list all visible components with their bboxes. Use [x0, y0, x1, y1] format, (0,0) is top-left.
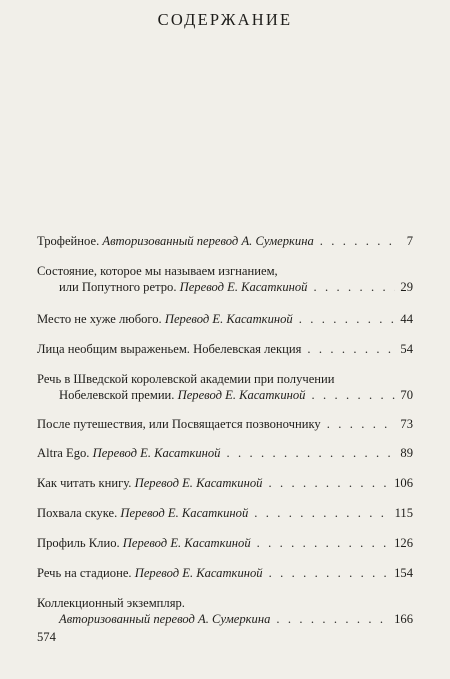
entry-title: Как читать книгу. [37, 476, 132, 490]
toc-entry [37, 505, 413, 521]
entry-title-continued: или Попутного ретро. [59, 280, 177, 294]
leader-dots [313, 279, 395, 295]
entry-page-number: 29 [400, 280, 413, 294]
leader-dots [226, 445, 395, 461]
entry-title: Речь в Шведской королевской академии при получении [37, 372, 335, 386]
entry-title: Коллекционный экземпляр. [37, 596, 185, 610]
entry-translator: Перевод Е. Касаткиной [92, 446, 221, 460]
entry-page-number: 44 [400, 312, 413, 326]
leader-dots [299, 311, 395, 327]
toc-entry [37, 565, 413, 581]
toc-entry [37, 445, 413, 461]
entry-translator: Перевод Е. Касаткиной [120, 506, 249, 520]
entry-title: Состояние, которое мы называем изгнанием, [37, 264, 278, 278]
table-of-contents [37, 233, 413, 627]
entry-title: После путешествия, или Посвящается позвоночнику [37, 417, 321, 431]
entry-translator: Авторизованный перевод А. Сумеркина [102, 234, 314, 248]
entry-title: Похвала скуке. [37, 506, 118, 520]
entry-page-number: 89 [400, 446, 413, 460]
entry-translator: Перевод Е. Касаткиной [134, 476, 263, 490]
leader-dots [307, 341, 395, 357]
toc-entry [37, 595, 413, 627]
entry-translator: Перевод Е. Касаткиной [177, 388, 306, 402]
toc-entry [37, 311, 413, 327]
entry-title: Речь на стадионе. [37, 566, 132, 580]
entry-translator: Перевод Е. Касаткиной [164, 312, 293, 326]
toc-entry [37, 371, 413, 403]
leader-dots [268, 475, 390, 491]
leader-dots [269, 565, 391, 581]
leader-dots [327, 416, 395, 432]
entry-page-number: 115 [394, 506, 413, 520]
entry-translator: Перевод Е. Касаткиной [122, 536, 251, 550]
entry-title: Трофейное. [37, 234, 100, 248]
entry-page-number: 54 [400, 342, 413, 356]
entry-title: Лица необщим выраженьем. Нобелевская лекция [37, 342, 302, 356]
page-title: СОДЕРЖАНИЕ [157, 10, 293, 29]
entry-page-number: 166 [394, 612, 413, 626]
entry-title-continued: Нобелевской премии. [59, 388, 175, 402]
toc-entry [37, 233, 413, 249]
toc-entry [37, 475, 413, 491]
leader-dots [276, 611, 390, 627]
entry-page-number: 154 [394, 566, 413, 580]
leader-dots [257, 535, 390, 551]
entry-page-number: 106 [394, 476, 413, 490]
leader-dots [320, 233, 395, 249]
entry-title: Профиль Клио. [37, 536, 120, 550]
toc-entry [37, 341, 413, 357]
folio-page-number: 574 [37, 630, 56, 644]
entry-page-number: 70 [400, 388, 413, 402]
toc-entry [37, 416, 413, 432]
entry-page-number: 126 [394, 536, 413, 550]
leader-dots [311, 387, 395, 403]
toc-entry [37, 263, 413, 295]
entry-page-number: 73 [400, 417, 413, 431]
toc-entry [37, 535, 413, 551]
entry-page-number: 7 [406, 234, 413, 248]
entry-translator: Авторизованный перевод А. Сумеркина [59, 612, 271, 626]
leader-dots [254, 505, 390, 521]
entry-translator: Перевод Е. Касаткиной [179, 280, 308, 294]
entry-title: Место не хуже любого. [37, 312, 162, 326]
entry-translator: Перевод Е. Касаткиной [134, 566, 263, 580]
entry-title: Altra Ego. [37, 446, 90, 460]
